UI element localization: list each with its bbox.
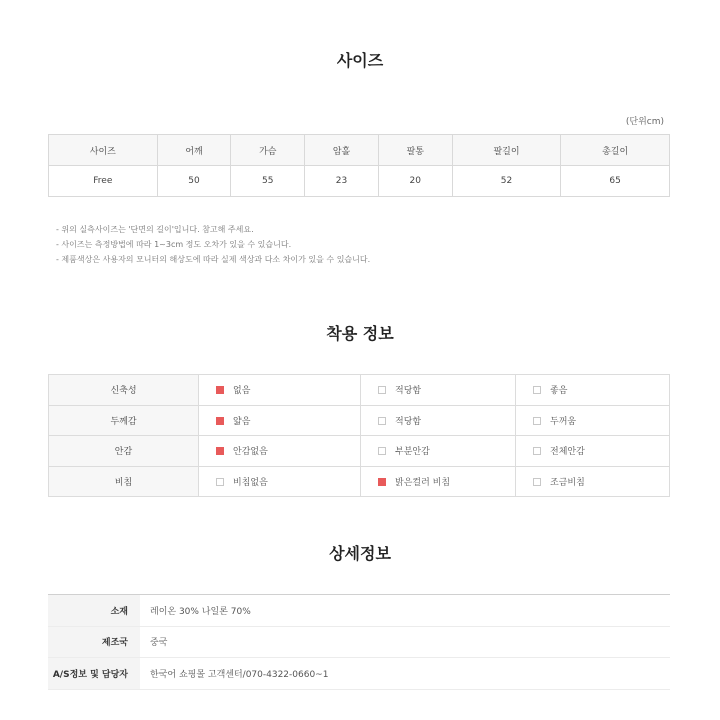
wear-option-text: 조금비침: [550, 477, 585, 488]
size-note: - 위의 실측사이즈는 '단면의 길이'입니다. 참고해 주세요.: [56, 225, 254, 234]
wear-option: [516, 466, 670, 497]
detail-label: 제조국: [48, 626, 140, 658]
detail-value: 중국: [140, 626, 670, 658]
detail-value: 레이온 30% 나일론 70%: [140, 595, 670, 627]
wear-section-title: 착용 정보: [326, 324, 394, 343]
checkbox-icon: [216, 417, 224, 425]
checkbox-icon: [533, 478, 541, 486]
wear-option: [199, 375, 361, 406]
detail-row-origin: [48, 626, 670, 658]
size-cell: Free: [49, 166, 158, 197]
wear-option: [516, 375, 670, 406]
checkbox-icon: [378, 386, 386, 394]
size-header-cell: 사이즈: [49, 135, 158, 166]
checkbox-icon: [216, 447, 224, 455]
wear-row-thickness: [49, 405, 670, 436]
wear-option-text: 적당함: [395, 386, 422, 397]
size-header-cell: 총길이: [561, 135, 670, 166]
size-note: - 제품색상은 사용자의 모니터의 해상도에 따라 실제 색상과 다소 차이가 있을 수 있습니다.: [56, 255, 371, 264]
wear-option-text: 부분안감: [395, 447, 430, 458]
size-cell: 50: [157, 166, 231, 197]
wear-row-stretch: [49, 375, 670, 406]
size-cell: 55: [231, 166, 305, 197]
wear-option: [199, 466, 361, 497]
size-cell: 52: [452, 166, 561, 197]
detail-label: 소재: [48, 595, 140, 627]
checkbox-icon: [216, 478, 224, 486]
detail-row-as-info: [48, 658, 670, 690]
checkbox-icon: [533, 447, 541, 455]
wear-option: [361, 436, 516, 467]
wear-option-text: 비침없음: [233, 477, 268, 488]
wear-row-label: 비침: [49, 466, 199, 497]
wear-option-text: 얇음: [233, 416, 251, 427]
size-note: - 사이즈는 측정방법에 따라 1~3cm 정도 오차가 있을 수 있습니다.: [56, 240, 292, 249]
wear-option: [361, 466, 516, 497]
size-notes: [56, 222, 370, 267]
checkbox-icon: [533, 386, 541, 394]
wear-option-text: 안감없음: [233, 447, 268, 458]
wear-option-text: 없음: [233, 386, 251, 397]
size-header-cell: 팔통: [378, 135, 452, 166]
detail-section-title: 상세정보: [329, 544, 391, 563]
size-header-cell: 가슴: [231, 135, 305, 166]
size-table-row: [49, 166, 670, 197]
detail-value: 한국어 쇼핑몰 고객센터/070-4322-0660~1: [140, 658, 670, 690]
wear-option-text: 두꺼움: [550, 416, 577, 427]
checkbox-icon: [216, 386, 224, 394]
detail-info-table: [48, 594, 670, 690]
checkbox-icon: [378, 478, 386, 486]
wear-option: [199, 405, 361, 436]
wear-option-text: 밝은컬러 비침: [395, 477, 451, 488]
checkbox-icon: [533, 417, 541, 425]
detail-label: A/S정보 및 담당자: [48, 658, 140, 690]
size-cell: 65: [561, 166, 670, 197]
size-cell: 20: [378, 166, 452, 197]
checkbox-icon: [378, 447, 386, 455]
wear-option: [516, 436, 670, 467]
wear-row-lining: [49, 436, 670, 467]
size-unit-label: (단위cm): [625, 117, 664, 127]
size-table-header-row: [49, 135, 670, 166]
wear-option-text: 적당함: [395, 416, 422, 427]
wear-row-label: 신축성: [49, 375, 199, 406]
wear-row-label: 두께감: [49, 405, 199, 436]
wear-option-text: 전체안감: [550, 447, 585, 458]
detail-row-material: [48, 595, 670, 627]
checkbox-icon: [378, 417, 386, 425]
wear-row-sheerness: [49, 466, 670, 497]
wear-info-table: [48, 374, 670, 497]
wear-option: [199, 436, 361, 467]
wear-option-text: 좋음: [550, 386, 568, 397]
size-table: [48, 134, 670, 197]
wear-option: [361, 405, 516, 436]
size-header-cell: 어깨: [157, 135, 231, 166]
wear-option: [516, 405, 670, 436]
size-cell: 23: [305, 166, 379, 197]
wear-option: [361, 375, 516, 406]
wear-row-label: 안감: [49, 436, 199, 467]
size-section-title: 사이즈: [336, 51, 384, 70]
size-header-cell: 팔길이: [452, 135, 561, 166]
size-header-cell: 암홀: [305, 135, 379, 166]
